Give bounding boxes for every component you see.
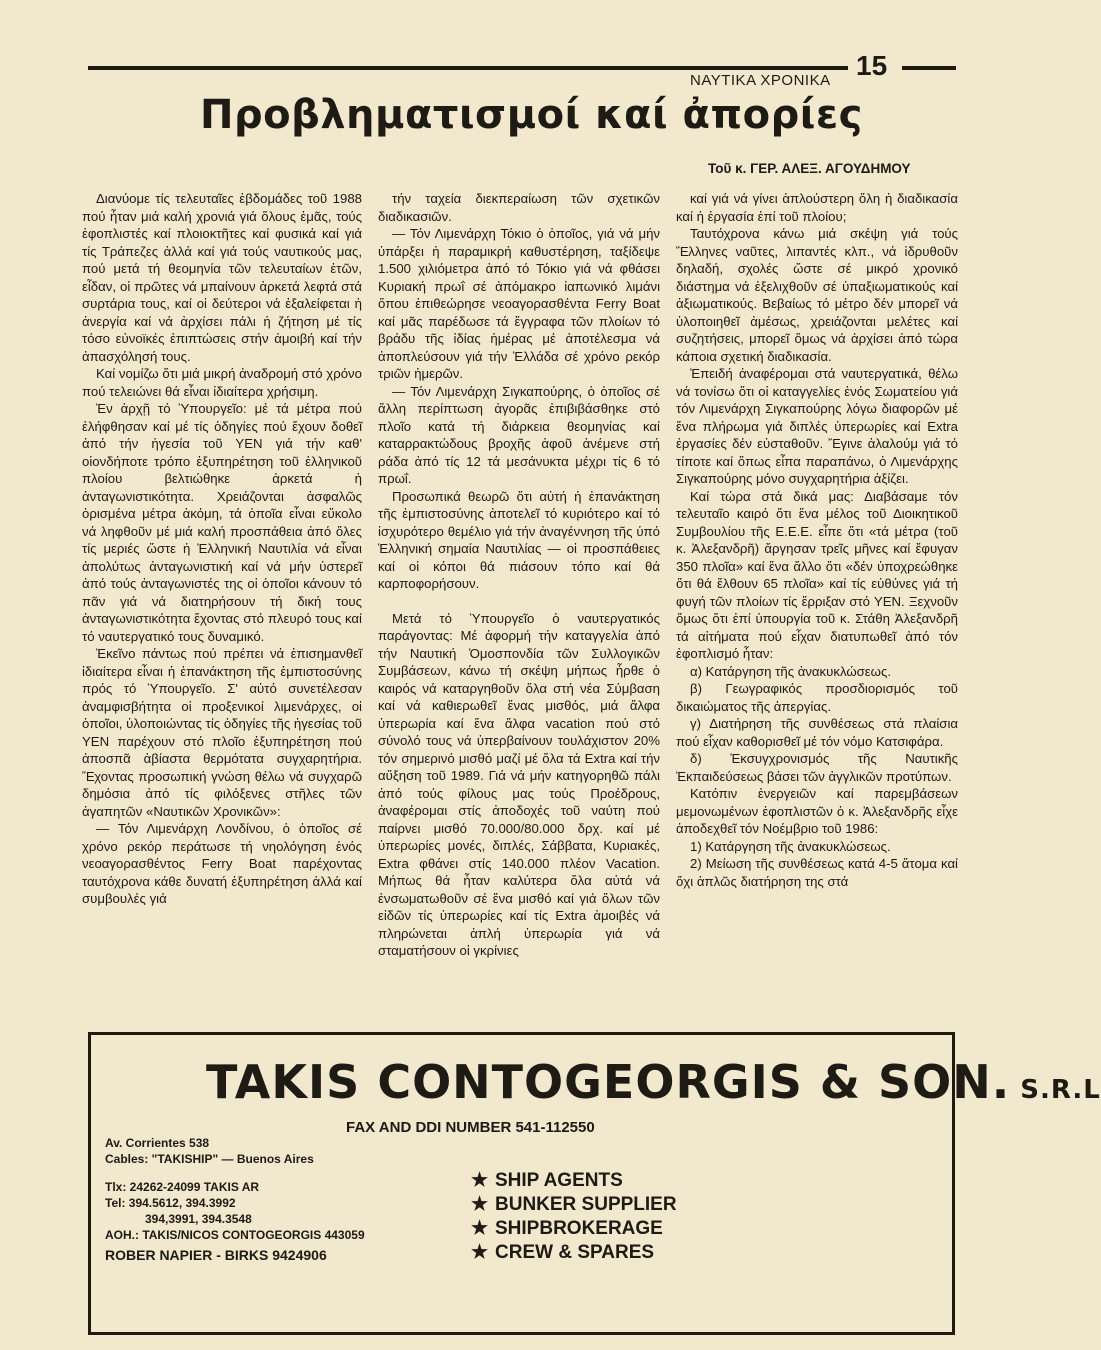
advertisement-box xyxy=(88,1032,1101,1335)
list-item: α) Κατάργηση τῆς ἀνακυκλώσεως. xyxy=(690,663,891,679)
paragraph: Κατόπιν ἐνεργειῶν καί παρεμβάσεων μεμονωμένων ἐφοπλιστῶν ὁ κ. Ἀλεξανδρῆς εἶχε ἀποδεχθεῖ τόν Νοέμβριο τοῦ 1986: xyxy=(676,786,958,836)
ad-service-item xyxy=(471,1241,677,1265)
ad-service-label: CREW & SPARES xyxy=(495,1242,655,1263)
paragraph: Ἐν ἀρχῇ τό Ὑπουργεῖο: μέ τά μέτρα πού ἐλήφθησαν καί μέ τίς ὁδηγίες πού ἔχουν δοθεῖ ἀπό τήν ἡγεσία τοῦ ΥΕΝ γιά τήν καθ' οἱονδήποτε τρόπο ἐξυπηρέτηση τοῦ ἑλληνικοῦ πλοίου βελτιώθηκε ἀρκετά ἡ ἀνταγωνιστικότητα. Χρειάζονται ἀσφαλῶς ὁρισμένα μέτρα ἀκόμη, τά ὁποῖα εἶναι εὔκολο νά ληφθοῦν μέ μιά καλή προσπάθεια ἀπό ὅλες τίς μεριές ὥστε ἡ Ἑλληνική Ναυτιλία νά εἶναι ἀπολύτως ἀνταγωνιστική καί νά μήν ὑστερεῖ ἀπό τούς ἀνταγωνιστές της οἱ ὁποῖοι κάνουν τό πᾶν γιά νά διατηρήσουν τή δική τους ἀνταγωνιστικότητα ἔχοντας στό πλευρό τους καί τό ναυτεργατικό τους δυναμικό. xyxy=(82,401,362,644)
ad-service-label: SHIP AGENTS xyxy=(495,1170,623,1191)
ad-service-label: BUNKER SUPPLIER xyxy=(495,1194,677,1215)
ad-address: Av. Corrientes 538 xyxy=(105,1136,210,1150)
ad-service-item xyxy=(471,1217,677,1241)
ad-aoh: AOH.: TAKIS/NICOS CONTOGEORGIS 443059 xyxy=(105,1228,365,1242)
paragraph: Καί νομίζω ὅτι μιά μικρή ἀναδρομή στό χρόνο πού τελειώνει θά εἶναι ἰδιαίτερα χρήσιμη. xyxy=(82,366,362,399)
paragraph: Διανύομε τίς τελευταῖες ἑβδομάδες τοῦ 1988 πού ἦταν μιά καλή χρονιά γιά ὅλους ἐμᾶς, τούς ἐφοπλιστές καί πλοιοκτῆτες καί φυσικά καί γιά τίς Τράπεζες ἀλλά καί γιά τούς ναυτικούς μας, πού μετά τή θεομηνία τῶν τελευταίων ἐτῶν, εἶδαν, οἱ πρῶτες νά μπαίνουν ἀρκετά λεφτά στά συρτάρια τους, καί οἱ δεύτεροι νά ἐξαλείφεται ἡ ἀνεργία καί νά ἀρχίσει πάλι ἡ ζήτηση μέ τίς τόσο εὐνοϊκές ἐπιπτώσεις στήν ἀμοιβή καί τήν ἀπασχόλησή τους. xyxy=(82,191,362,364)
ad-rober-napier: ROBER NAPIER - BIRKS 9424906 xyxy=(105,1247,327,1263)
paragraph: Ἐπειδή ἀναφέρομαι στά ναυτεργατικά, θέλω νά τονίσω ὅτι οἱ καταγγελίες ἑνός Σωματείου γιά τόν Λιμενάρχη Σιγκαπούρης λόγω διαφορῶν μέ ἕνα πλήρωμα γιά διπλές ὑπερωρίες καί Extra ἐργασίες δέν εὐσταθοῦν. Ἔγινε ἀλαλούμ γιά τό τίποτε καί ὅπως εἶπα παραπάνω, ὁ Λιμενάρχης Σιγκαπούρης μόνο συγχαρητήρια ἀξίζει. xyxy=(676,366,958,486)
paragraph: — Τόν Λιμενάρχη Τόκιο ὁ ὁποῖος, γιά νά μήν ὑπάρξει ἡ παραμικρή καθυστέρηση, ταξίδεψε 1.500 χιλιόμετρα ἀπό τό Τόκιο γιά νά φθάσει Κυριακή πρωΐ σέ ἀπόμακρο ἰαπωνικό λιμάνι ὅπου ἐπιθεώρησε νεοαγορασθέντα Ferry Boat καί μᾶς παρέδωσε τά ἔγγραφα τῶν πλοίων τό βράδυ τῆς ἰδίας ἡμέρας μέ ἀποτέλεσμα νά ἀποπλεύσουν γιά τήν Ἑλλάδα σέ χρόνο ρεκόρ τριῶν ἡμερῶν. xyxy=(378,226,660,381)
ad-telephone-extra: 394,3991, 394.3548 xyxy=(145,1212,252,1226)
star-icon: ★ xyxy=(471,1242,489,1263)
header-rule-left xyxy=(88,66,848,70)
paragraph: Μετά τό Ὑπουργεῖο ὁ ναυτεργατικός παράγοντας: Μέ ἀφορμή τήν καταγγελία ἀπό τήν Ναυτική Ὁμοσπονδία τῶν Συλλογικῶν Συμβάσεων, κάνω τή σκέψη μήπως ἦρθε ὁ καιρός νά καταργηθοῦν ὅλα στή νέα Σύμβαση καί νά καθιερωθεῖ ἕνας μισθός, μιά ἄλφα ὑπερωρία καί ἕνα ἄλφα vacation πού στό σύνολό τους νά ὑπερβαίνουν τουλάχιστον 20% τόν σημερινό μισθό μαζί μέ ὅλα τά Extra καί τήν αὔξηση τοῦ 1989. Γιά νά μήν κατηγορηθῶ πάλι ἀπό τούς φίλους μας τούς Προέδρους, ἀναφέρομαι στίς ἀποδοχές τοῦ ναύτη πού παίρνει μισθό 70.000/80.000 δρχ. καί μέ ὑπερωρίες μονές, διπλές, Σάββατα, Κυριακές, Extra φθάνει στίς 140.000 πλέον Vacation. Μήπως θά ἦταν καλύτερα ὅλα αὐτά νά ἐνσωματωθοῦν σέ ἕνα μισθό καί γιά ὅλων τῶν εἰδῶν τίς ὑπερωρίες καί τίς Extra ἀμοιβές νά πληρώνεται ἁπλή ὑπερωρία γιά νά σταματήσουν οἱ γκρίνιες xyxy=(378,610,660,958)
ad-contact-block xyxy=(105,1135,365,1263)
list-item: β) Γεωγραφικός προσδιορισμός τοῦ δικαιώματος τῆς ἀπεργίας. xyxy=(676,681,958,714)
star-icon: ★ xyxy=(471,1170,489,1191)
ad-telephone: Tel: 394.5612, 394.3992 xyxy=(105,1196,236,1210)
paragraph: καί γιά νά γίνει ἁπλούστερη ὅλη ἡ διαδικασία καί ἡ ἐργασία ἐπί τοῦ πλοίου; xyxy=(676,191,958,224)
article-column-3 xyxy=(676,190,958,890)
ad-cables: Cables: "TAKISHIP" — Buenos Aires xyxy=(105,1152,314,1166)
ad-fax-number: FAX AND DDI NUMBER 541-112550 xyxy=(346,1119,595,1136)
list-item: 1) Κατάργηση τῆς ἀνακυκλώσεως. xyxy=(690,838,891,854)
paragraph: — Τόν Λιμενάρχη Σιγκαπούρης, ὁ ὁποῖος σέ ἄλλη περίπτωση ἀγορᾶς ἐπιβιβάσθηκε στό πλοῖο κατά τή διάρκεια θεομηνίας καί καταρρακτώδους βροχῆς ἀφοῦ ἀνέμενε στή ράδα ἀπό τίς 12 τά μεσάνυκτα μέχρι τίς 6 τό πρωΐ. xyxy=(378,383,660,486)
ad-service-item xyxy=(471,1169,677,1193)
article-column-1 xyxy=(82,190,362,908)
masthead: ΝΑΥΤΙΚΑ ΧΡΟΝΙΚΑ xyxy=(690,72,831,89)
article-byline: Τοῦ κ. ΓΕΡ. ΑΛΕΞ. ΑΓΟΥΔΗΜΟΥ xyxy=(708,161,911,176)
paragraph: τήν ταχεία διεκπεραίωση τῶν σχετικῶν διαδικασιῶν. xyxy=(378,191,660,224)
article-title: Προβληματισμοί καί ἀπορίες xyxy=(200,92,863,138)
ad-telex: Tlx: 24262-24099 TAKIS AR xyxy=(105,1180,260,1194)
ad-service-label: SHIPBROKERAGE xyxy=(495,1218,663,1239)
list-item: 2) Μείωση τῆς συνθέσεως κατά 4-5 ἄτομα καί ὄχι ἁπλῶς διατήρηση της στά xyxy=(676,856,958,889)
paragraph: Καί τώρα στά δικά μας: Διαβάσαμε τόν τελευταῖο καιρό ὅτι ἕνα μέλος τοῦ Διοικητικοῦ Συμβουλίου τῆς Ε.Ε.Ε. εἶπε ὅτι «τά μέτρα (τοῦ κ. Ἀλεξανδρῆ) ἄργησαν τρεῖς μῆνες καί ἔφυγαν 350 πλοῖα» καί ἕνα ἄλλο ὅτι «δέν ὑποχρεώθηκε ὅτι θά ἔλθουν 65 πλοῖα» καί τίς εὐθύνες γιά τή φυγή τῶν πλοίων τίς ἔρριξαν στό ΥΕΝ. Ξεχνοῦν ὅμως ὅτι ἐπί ὑπουργία τοῦ κ. Στάθη Ἀλεξανδρῆ τά αἰτήματα πού εἶχαν διατυπωθεῖ ἀπό τόν ἐφοπλισμό ἦταν: xyxy=(676,488,958,661)
ad-company-suffix: S.R.L xyxy=(1020,1075,1101,1105)
ad-services-list xyxy=(471,1169,677,1265)
paragraph: Προσωπικά θεωρῶ ὅτι αὐτή ἡ ἐπανάκτηση τῆς ἐμπιστοσύνης ἀποτελεῖ τό κυριότερο καί τό ἰσχυρότερο θεμέλιο γιά τήν ἀναγέννηση τῆς ὑπό Ἑλληνική σημαία Ναυτιλίας — οἱ προσπάθειες καί οἱ κόποι θά πιάσουν τόπο καί θά καρποφορήσουν. xyxy=(378,488,660,591)
star-icon: ★ xyxy=(471,1218,489,1239)
list-item: δ) Ἐκσυγχρονισμός τῆς Ναυτικῆς Ἐκπαιδεύσεως βάσει τῶν ἀγγλικῶν προτύπων. xyxy=(676,751,958,784)
ad-company-text: TAKIS CONTOGEORGIS & SON. xyxy=(206,1055,1011,1109)
paragraph: Ἐκεῖνο πάντως πού πρέπει νά ἐπισημανθεῖ ἰδιαίτερα εἶναι ἡ ἐπανάκτηση τῆς ἐμπιστοσύνης πρός τό Ὑπουργεῖο. Σ' αὐτό συνετέλεσαν ἀναμφισβήτητα οἱ προξενικοί λιμενάρχες, οἱ ὁποῖοι, ὑλοποιώντας τίς ὁδηγίες τῆς ἡγεσίας τοῦ ΥΕΝ παρέχουν στό πλοῖο ἐξυπηρέτηση πού ἀποσπᾶ ἀβίαστα θερμότατα συγχαρητήρια. Ἔχοντας προσωπική γνώση θέλω νά συγχαρῶ δημόσια ἀπό τίς φιλόξενες στῆλες τῶν ἀγαπητῶν «Ναυτικῶν Χρονικῶν»: xyxy=(82,646,362,819)
page-number: 15 xyxy=(856,50,888,81)
article-column-2 xyxy=(378,190,660,960)
header-rule-right xyxy=(902,66,956,70)
paragraph: — Τόν Λιμενάρχη Λονδίνου, ὁ ὁποῖος σέ χρόνο ρεκόρ περάτωσε τή νηολόγηση ἑνός νεοαγορασθέντος Ferry Boat παρέχοντας ταυτόχρονα κάθε δυνατή ἐξυπηρέτηση ἀλλά καί συμβουλές γιά xyxy=(82,821,362,906)
ad-company-name xyxy=(206,1055,1101,1109)
list-item: γ) Διατήρηση τῆς συνθέσεως στά πλαίσια πού εἶχαν καθορισθεῖ μέ τόν νόμο Κατσιφάρα. xyxy=(676,716,958,749)
paragraph: Ταυτόχρονα κάνω μιά σκέψη γιά τούς Ἕλληνες ναῦτες, λιπαντές κλπ., νά ἱδρυθοῦν δηλαδή, σχολές ὥστε σέ μικρό χρονικό διάστημα νά ἐξελιχθοῦν σέ ὑπαξιωματικούς καί ἀξιωματικούς. Βεβαίως τό μέτρο δέν μπορεῖ νά ὑλοποιηθεῖ ἀμέσως, χρειάζονται μελέτες καί συζητήσεις, μπορεῖ ὅμως νά ἀρχίσει ἀπό τώρα κάποια σχετική διαδικασία. xyxy=(676,226,958,364)
star-icon: ★ xyxy=(471,1194,489,1215)
ad-service-item xyxy=(471,1193,677,1217)
